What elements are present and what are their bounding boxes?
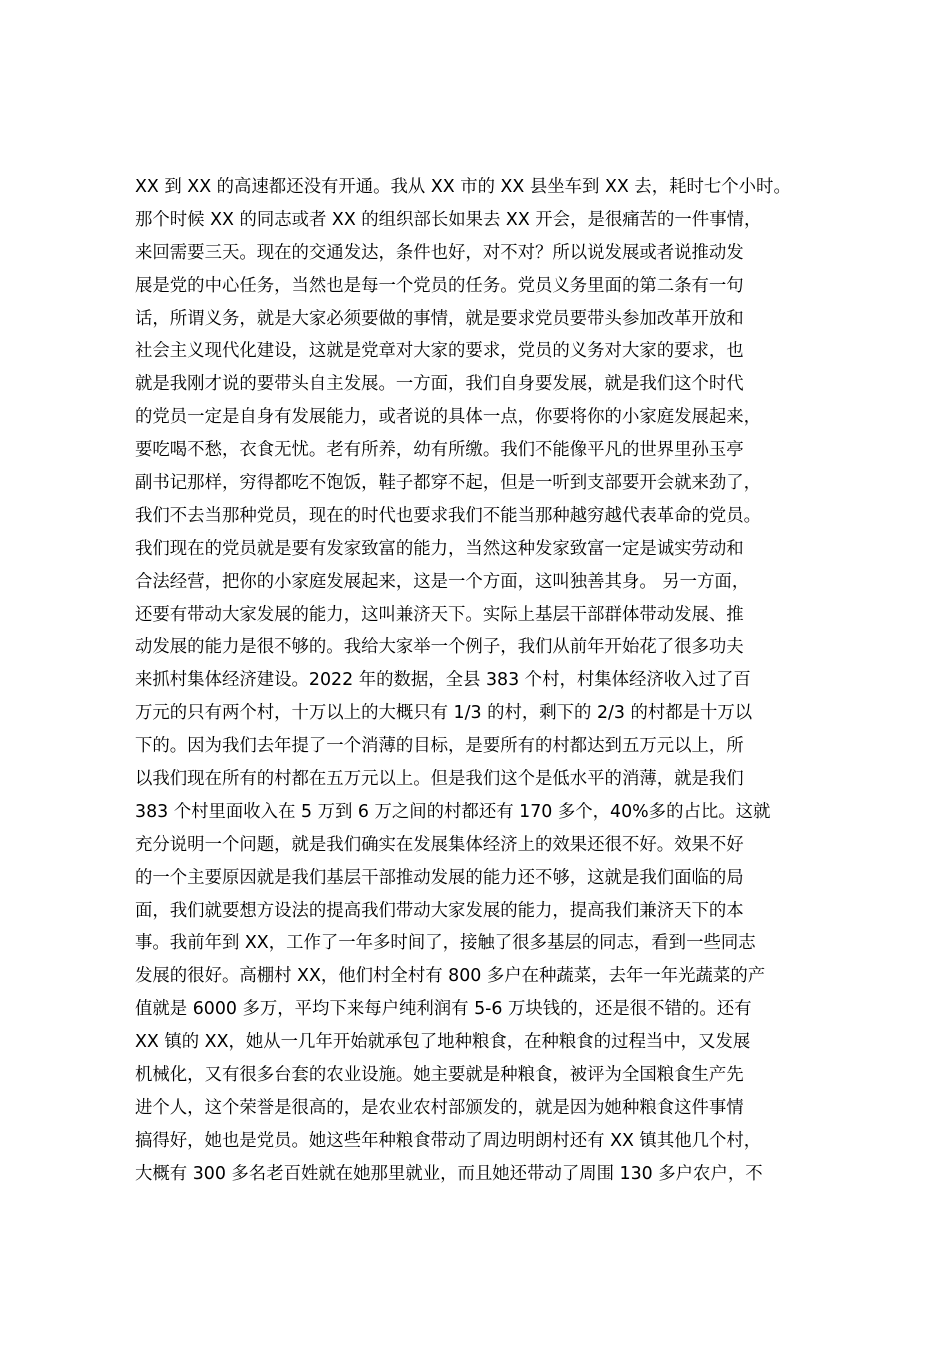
- text-line: 那个时候 XX 的同志或者 XX 的组织部长如果去 XX 开会，是很痛苦的一件事情，: [135, 209, 762, 230]
- text-line: 来回需要三天。现在的交通发达，条件也好，对不对？所以说发展或者说推动发: [135, 242, 744, 263]
- text-line: 充分说明一个问题，就是我们确实在发展集体经济上的效果还很不好。效果不好: [135, 834, 744, 855]
- text-line: 要吃喝不愁，衣食无忧。老有所养，幼有所缴。我们不能像平凡的世界里孙玉亭: [135, 440, 744, 461]
- text-line: 事。我前年到 XX，工作了一年多时间了，接触了很多基层的同志，看到一些同志: [135, 933, 756, 954]
- text-line: 搞得好，她也是党员。她这些年种粮食带动了周边明朗村还有 XX 镇其他几个村，: [135, 1130, 762, 1151]
- text-line: 面，我们就要想方设法的提高我们带动大家发展的能力，提高我们兼济天下的本: [135, 900, 744, 921]
- text-line: 机械化，又有很多台套的农业设施。她主要就是种粮食，被评为全国粮食生产先: [135, 1065, 744, 1086]
- text-line: 383 个村里面收入在 5 万到 6 万之间的村都还有 170 多个，40%多的占比。这就: [135, 801, 771, 822]
- text-line: 进个人，这个荣誉是很高的，是农业农村部颁发的，就是因为她种粮食这件事情: [135, 1097, 744, 1118]
- text-line: 展是党的中心任务，当然也是每一个党员的任务。党员义务里面的第二条有一句: [135, 275, 744, 296]
- text-line: 的一个主要原因就是我们基层干部推动发展的能力还不够，这就是我们面临的局: [135, 867, 744, 888]
- text-line: 社会主义现代化建设，这就是党章对大家的要求，党员的义务对大家的要求，也: [135, 341, 744, 362]
- document-body: [135, 171, 835, 1191]
- text-line: 合法经营，把你的小家庭发展起来，这是一个方面，这叫独善其身。 另一方面，: [135, 571, 750, 592]
- text-line: 就是我刚才说的要带头自主发展。一方面，我们自身要发展，就是我们这个时代: [135, 374, 744, 395]
- text-line: 下的。因为我们去年提了一个消薄的目标，是要所有的村都达到五万元以上，所: [135, 736, 744, 757]
- text-line: 还要有带动大家发展的能力，这叫兼济天下。实际上基层干部群体带动发展、推: [135, 604, 744, 625]
- text-line: 动发展的能力是很不够的。我给大家举一个例子，我们从前年开始花了很多功夫: [135, 637, 744, 658]
- text-line: 我们现在的党员就是要有发家致富的能力，当然这种发家致富一定是诚实劳动和: [135, 538, 744, 559]
- text-line: 以我们现在所有的村都在五万元以上。但是我们这个是低水平的消薄，就是我们: [135, 769, 744, 790]
- text-line: 的党员一定是自身有发展能力，或者说的具体一点，你要将你的小家庭发展起来，: [135, 407, 762, 428]
- text-line: 我们不去当那种党员，现在的时代也要求我们不能当那种越穷越代表革命的党员。: [135, 505, 762, 526]
- text-line: XX 镇的 XX，她从一几年开始就承包了地种粮食，在种粮食的过程当中，又发展: [135, 1032, 751, 1053]
- text-line: XX 到 XX 的高速都还没有开通。我从 XX 市的 XX 县坐车到 XX 去，耗时七个小时。: [135, 177, 791, 197]
- text-line: 副书记那样，穷得都吃不饱饭，鞋子都穿不起，但是一听到支部要开会就来劲了，: [135, 473, 762, 494]
- text-line: 大概有 300 多名老百姓就在她那里就业，而且她还带动了周围 130 多户农户，不: [135, 1163, 763, 1184]
- text-line: 发展的很好。高棚村 XX，他们村全村有 800 多户在种蔬菜，去年一年光蔬菜的产: [135, 966, 766, 987]
- text-line: 来抓村集体经济建设。2022 年的数据，全县 383 个村，村集体经济收入过了百: [135, 670, 751, 691]
- text-line: 话，所谓义务，就是大家必须要做的事情，就是要求党员要带头参加改革开放和: [135, 308, 744, 329]
- text-line: 万元的只有两个村，十万以上的大概只有 1/3 的村，剩下的 2/3 的村都是十万以: [135, 703, 753, 724]
- text-line: 值就是 6000 多万，平均下来每户纯利润有 5-6 万块钱的，还是很不错的。还有: [135, 999, 752, 1020]
